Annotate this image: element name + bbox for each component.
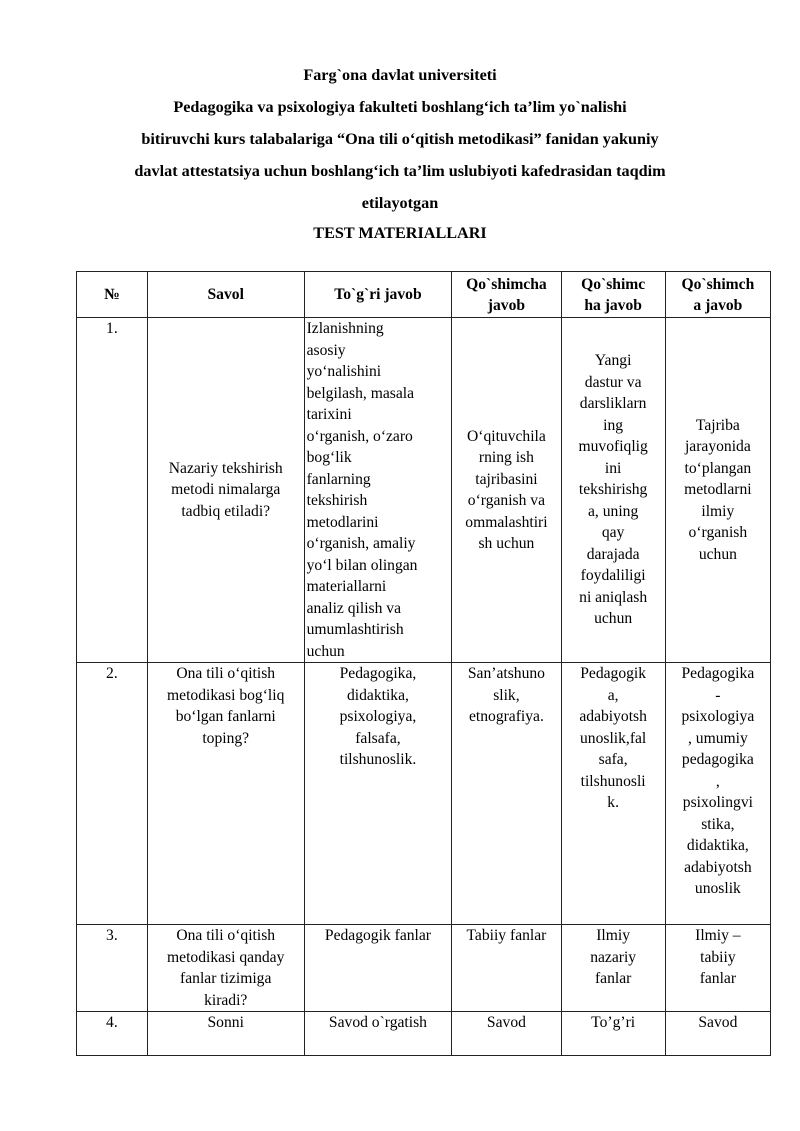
extra-answer-2-cell: Pedagogik a, adabiyotsh unoslik,fal safa, tilshunosli k. <box>561 663 665 925</box>
correct-answer-cell: Pedagogika, didaktika, psixologiya, falsafa, tilshunoslik. <box>304 663 452 925</box>
table-row <box>77 1012 771 1056</box>
row-number: 2. <box>77 663 148 925</box>
extra-answer-2-cell: Yangi dastur va darsliklarn ing muvofiqlig ini tekshirishg a, uning qay darajada foydaliligi ni aniqlash uchun <box>561 318 665 663</box>
course-line: bitiruvchi kurs talabalariga “Ona tili o‘qitish metodikasi” fanidan yakuniy <box>141 130 659 148</box>
table-row <box>77 925 771 1012</box>
extra-answer-2-cell: Ilmiy nazariy fanlar <box>561 925 665 1012</box>
extra-answer-1-cell: San’atshuno slik, etnografiya. <box>452 663 561 925</box>
row-number: 3. <box>77 925 148 1012</box>
extra-answer-3-cell: Savod <box>665 1012 770 1056</box>
extra-answer-1-cell: Savod <box>452 1012 561 1056</box>
extra-answer-1-cell: O‘qituvchila rning ish tajribasini o‘rganish va ommalashtiri sh uchun <box>452 318 561 663</box>
table-row <box>77 318 771 663</box>
extra-answer-3-cell: Ilmiy – tabiiy fanlar <box>665 925 770 1012</box>
table-header-row <box>77 272 771 318</box>
presented-line: etilayotgan <box>361 194 439 212</box>
row-number: 4. <box>77 1012 148 1056</box>
table-row <box>77 663 771 925</box>
extra-answer-3-cell: Tajriba jarayonida to‘plangan metodlarni ilmiy o‘rganish uchun <box>665 318 770 663</box>
faculty-line: Pedagogika va psixologiya fakulteti boshlang‘ich ta’lim yo`nalishi <box>173 98 627 116</box>
test-table <box>76 271 771 1056</box>
header-extra-answer-1: Qo`shimcha javob <box>452 272 561 318</box>
question-cell: Nazariy tekshirish metodi nimalarga tadbiq etiladi? <box>147 318 304 663</box>
header-question: Savol <box>147 272 304 318</box>
question-cell: Ona tili o‘qitish metodikasi qanday fanlar tizimiga kiradi? <box>147 925 304 1012</box>
header-number: № <box>77 272 148 318</box>
header-correct-answer: To`g`ri javob <box>304 272 452 318</box>
header-extra-answer-2: Qo`shimc ha javob <box>561 272 665 318</box>
extra-answer-1-cell: Tabiiy fanlar <box>452 925 561 1012</box>
attestation-line: davlat attestatsiya uchun boshlang‘ich ta’lim uslubiyoti kafedrasidan taqdim <box>134 162 666 180</box>
extra-answer-3-cell: Pedagogika - psixologiya , umumiy pedagogika , psixolingvi stika, didaktika, adabiyotsh unoslik <box>665 663 770 925</box>
test-materials-title: TEST MATERIALLARI <box>313 224 487 242</box>
university-title: Farg`ona davlat universiteti <box>303 66 497 84</box>
correct-answer-cell: Savod o`rgatish <box>304 1012 452 1056</box>
header-extra-answer-3: Qo`shimch a javob <box>665 272 770 318</box>
correct-answer-cell: Izlanishning asosiy yo‘nalishini belgilash, masala tarixini o‘rganish, o‘zaro bog‘lik fanlarning tekshirish metodlarini o‘rganish, amaliy yo‘l bilan olingan materiallarni analiz qilish va umumlashtirish uchun <box>304 318 452 663</box>
extra-answer-2-cell: To’g’ri <box>561 1012 665 1056</box>
correct-answer-cell: Pedagogik fanlar <box>304 925 452 1012</box>
row-number: 1. <box>77 318 148 663</box>
question-cell: Ona tili o‘qitish metodikasi bog‘liq bo‘lgan fanlarni toping? <box>147 663 304 925</box>
question-cell: Sonni <box>147 1012 304 1056</box>
